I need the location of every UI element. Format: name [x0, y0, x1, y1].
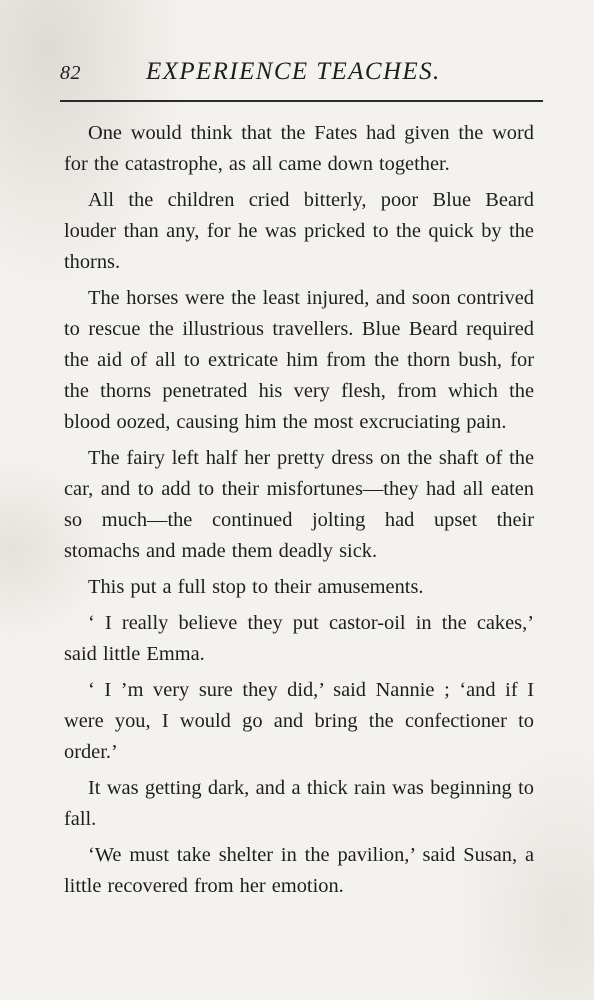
page-number: 82: [60, 62, 81, 84]
paragraph: This put a full stop to their amusements.: [88, 576, 424, 598]
paragraph: ‘ I really believe they put castor-oil in the cakes,’ said little Emma.: [64, 612, 534, 665]
paragraph: It was getting dark, and a thick rain was beginning to fall.: [64, 777, 534, 830]
paragraph: The horses were the least injured, and soon contrived to rescue the illustrious travellers. Blue Beard required the aid of all to extricate him from the thorn bush, for the thorns penetrated his very flesh, from which the blood oozed, causing him the most excruciating pain.: [64, 287, 534, 433]
paragraph: All the children cried bitterly, poor Blue Beard louder than any, for he was pricked to the quick by the thorns.: [64, 189, 534, 273]
paragraph: ‘ I ’m very sure they did,’ said Nannie ; ‘and if I were you, I would go and bring the confectioner to order.’: [64, 679, 534, 763]
paragraph: ‘We must take shelter in the pavilion,’ said Susan, a little recovered from her emotion.: [64, 844, 534, 897]
paragraph: One would think that the Fates had given the word for the catastrophe, as all came down together.: [64, 122, 534, 175]
header-rule: [60, 100, 543, 102]
running-title: EXPERIENCE TEACHES.: [146, 58, 441, 85]
paragraph: The fairy left half her pretty dress on the shaft of the car, and to add to their misfortunes—they had all eaten so much—the continued jolting had upset their stomachs and made them deadly sick.: [64, 447, 534, 562]
page-header: [60, 58, 542, 92]
body-text: [64, 118, 534, 907]
